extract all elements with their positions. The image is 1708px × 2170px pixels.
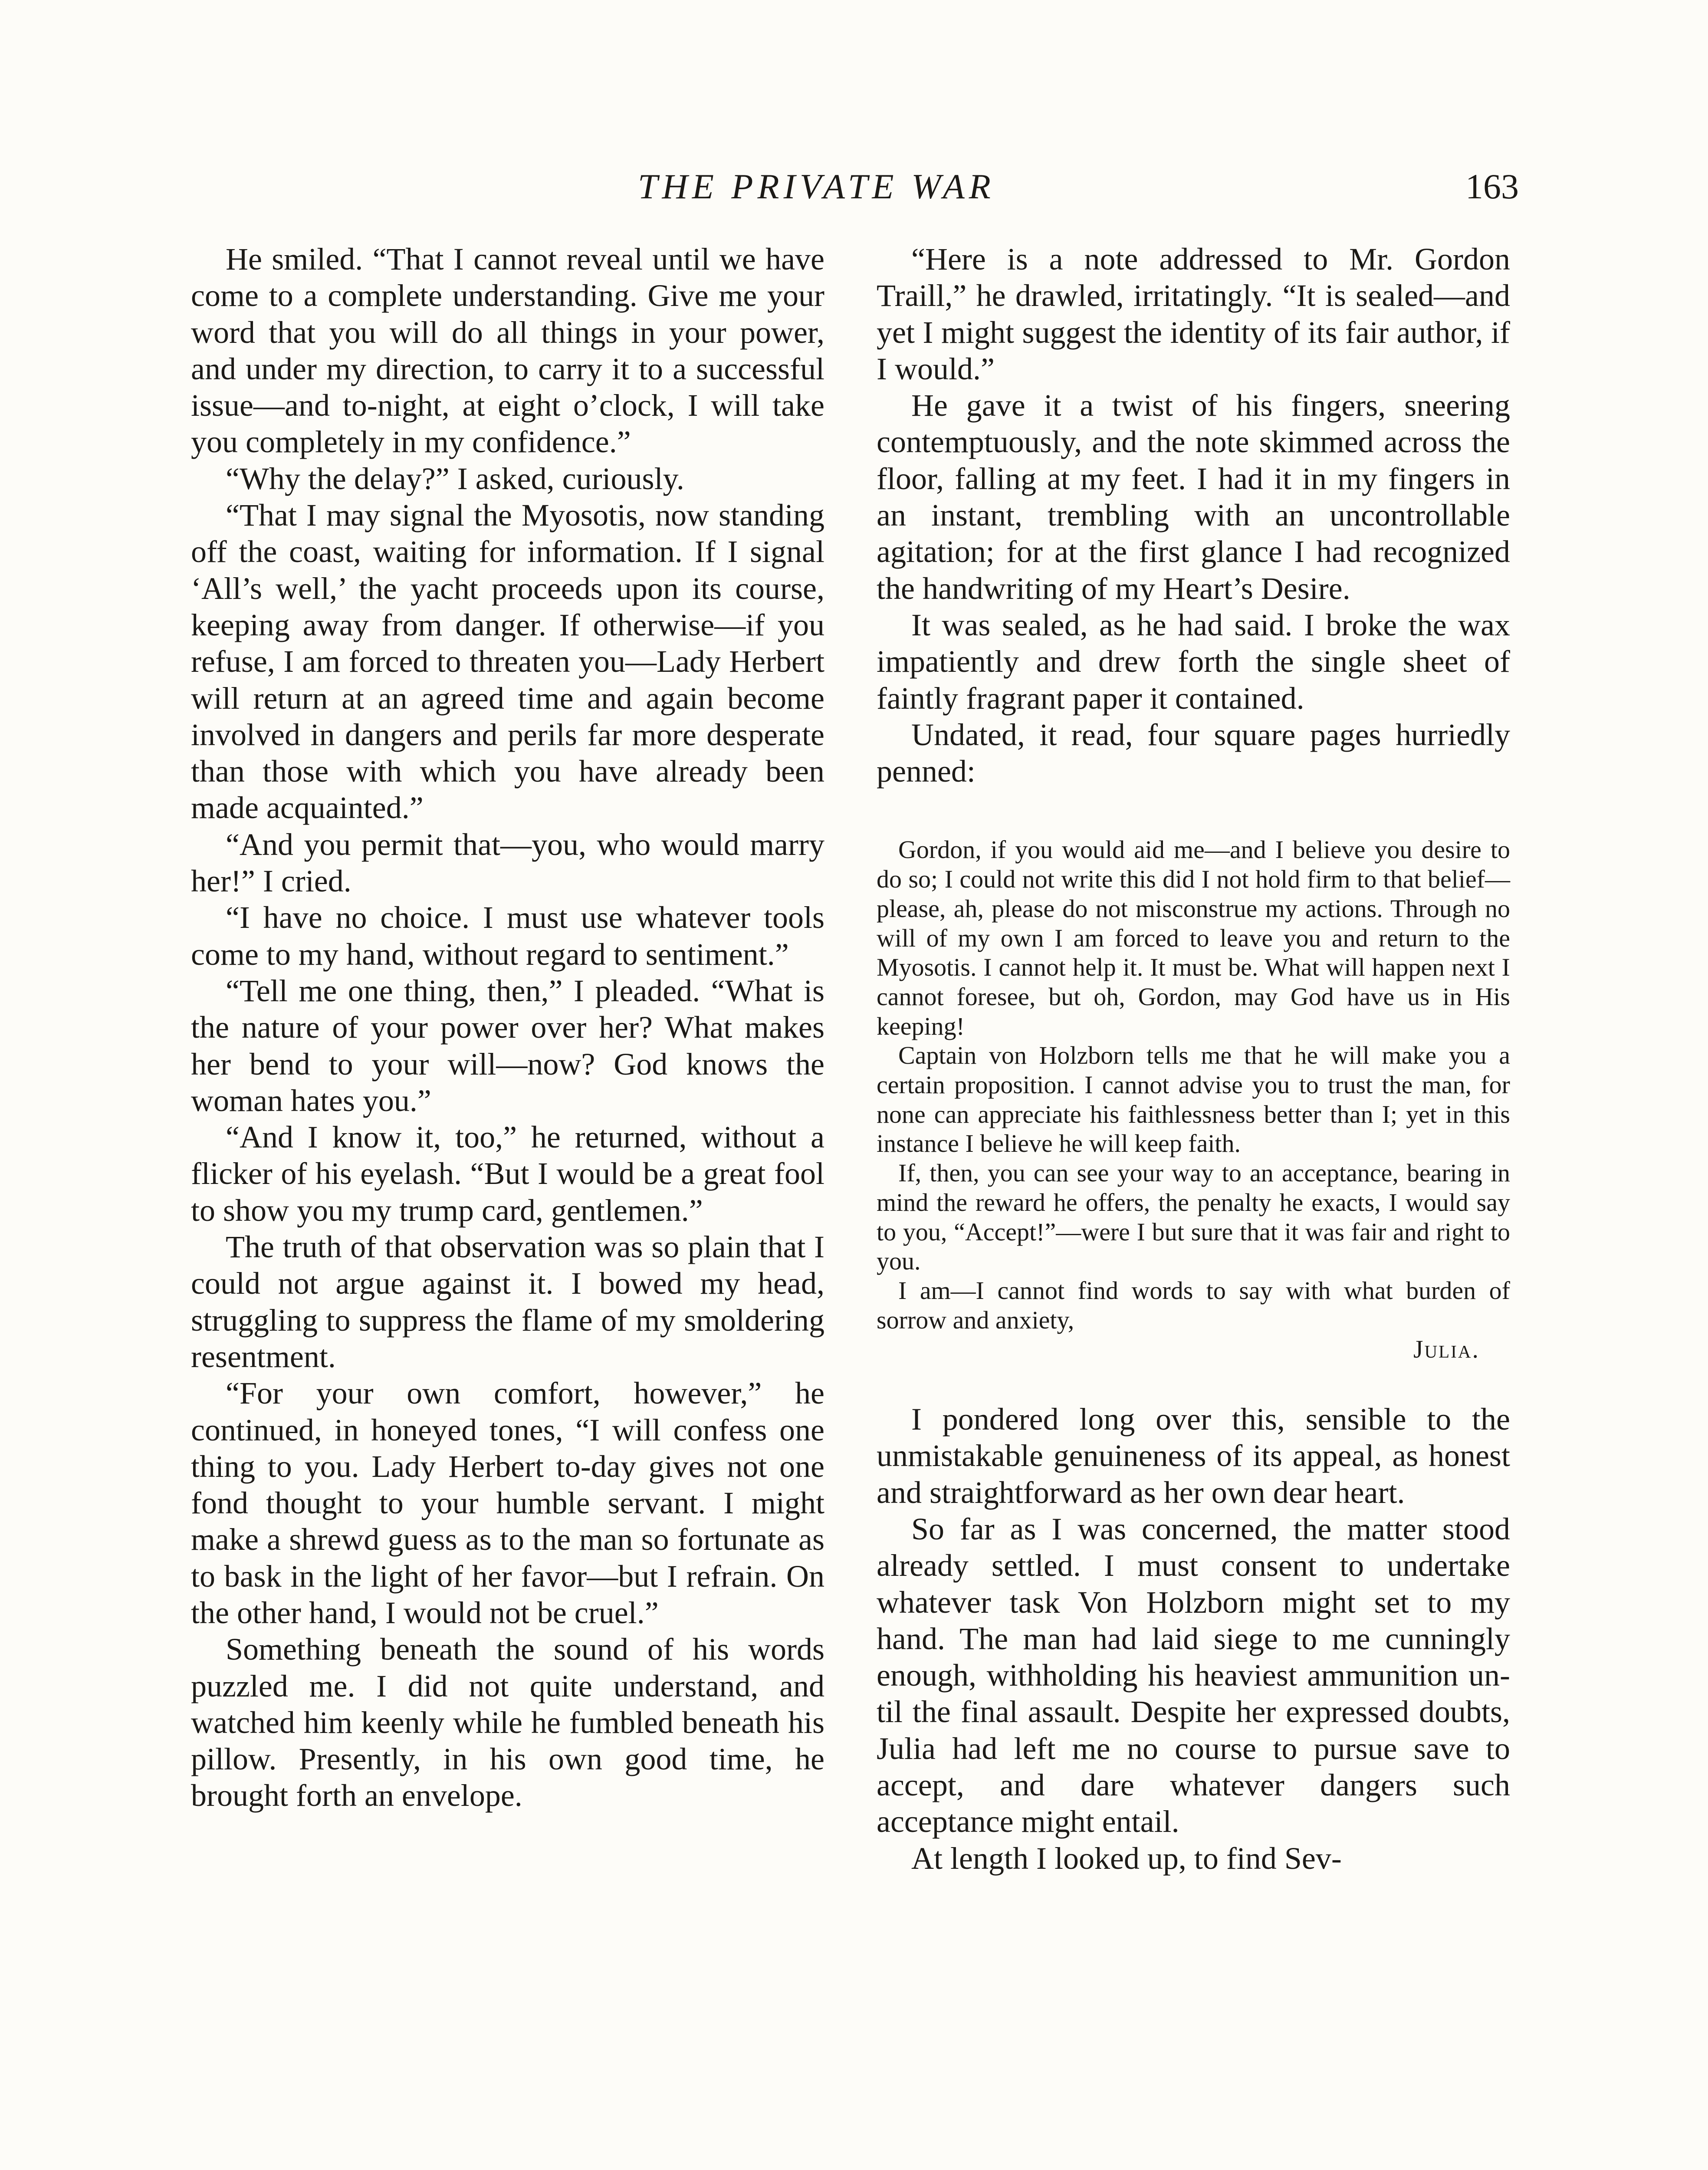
- paragraph: “That I may signal the Myosotis, now standing off the coast, waiting for information. If I signal ‘All’s well,’ the yacht proceeds upon its course, keeping away from danger. If otherwise—if you refuse, I am forced to threaten you—Lady Herbert will return at an agreed time and again become involved in dangers and perils far more desperate than those with which you have already been made acquainted.”: [191, 498, 824, 825]
- paragraph: “And I know it, too,” he returned, without a flicker of his eyelash. “But I would be a great fool to show you my trump card, gentlemen.”: [191, 1120, 824, 1228]
- paragraph: At length I looked up, to find Sev-: [911, 1841, 1342, 1876]
- left-column: [191, 241, 824, 1814]
- paragraph: “I have no choice. I must use whatever tools come to my hand, without regard to sentiment.”: [191, 900, 824, 972]
- letter-paragraph: I am—I cannot find words to say with what burden of sorrow and anxiety,: [877, 1276, 1510, 1334]
- letter-paragraph: If, then, you can see your way to an acceptance, bearing in mind the reward he offers, the penalty he exacts, I would say to you, “Accept!”—were I but sure that it was fair and right to you.: [877, 1159, 1510, 1276]
- paragraph: He smiled. “That I cannot reveal until we have come to a complete understanding. Give me your word that you will do all things in your power, and under my direction, to carry it to a successful issue—and to-night, at eight o’clock, I will take you completely in my confidence.”: [191, 242, 824, 460]
- paragraph: Something beneath the sound of his words puzzled me. I did not quite understand, and watched him keenly while he fumbled beneath his pillow. Presently, in his own good time, he brought forth an envelope.: [191, 1632, 824, 1813]
- running-title: THE PRIVATE WAR: [638, 167, 995, 206]
- paragraph: I pondered long over this, sensible to the unmistakable genuineness of its appeal, as honest and straightforward as her own dear heart.: [877, 1402, 1510, 1510]
- letter-signature: Julia.: [1413, 1335, 1480, 1364]
- page-header: [0, 161, 1708, 213]
- quoted-letter: [877, 835, 1510, 1364]
- page-number: 163: [1465, 167, 1519, 206]
- paragraph: Undated, it read, four square pages hurriedly penned:: [877, 717, 1510, 789]
- paragraph: “Here is a note addressed to Mr. Gordon Traill,” he drawled, irritatingly. “It is sealed—and yet I might suggest the identity of its fair author, if I would.”: [877, 242, 1510, 386]
- paragraph: The truth of that observation was so plain that I could not argue against it. I bowed my head, struggling to suppress the flame of my smoldering resentment.: [191, 1230, 824, 1374]
- paragraph: He gave it a twist of his fingers, sneering contemptuously, and the note skimmed across the floor, falling at my feet. I had it in my fingers in an instant, trembling with an uncontrollable agitation; for at the first glance I had recognized the handwriting of my Heart’s Desire.: [877, 388, 1510, 606]
- paragraph: “And you permit that—you, who would marry her!” I cried.: [191, 827, 824, 899]
- letter-paragraph: Gordon, if you would aid me—and I believe you desire to do so; I could not write this did I not hold firm to that belief—please, ah, please do not misconstrue my actions. Through no will of my own I am forced to leave you and return to the Myosotis. I cannot help it. It must be. What will happen next I cannot foresee, but oh, Gordon, may God have us in His keeping!: [877, 835, 1510, 1040]
- paragraph: “For your own comfort, however,” he continued, in honeyed tones, “I will confess one thing to you. Lady Herbert to-day gives not one fond thought to your humble servant. I might make a shrewd guess as to the man so fortunate as to bask in the light of her favor—but I refrain. On the other hand, I would not be cruel.”: [191, 1376, 824, 1630]
- letter-paragraph: Captain von Holzborn tells me that he will make you a certain proposition. I cannot advise you to trust the man, for none can appreciate his faithlessness better than I; yet in this instance I believe he will keep faith.: [877, 1041, 1510, 1158]
- paragraph: It was sealed, as he had said. I broke the wax impatiently and drew forth the single sheet of faintly fragrant paper it contained.: [877, 607, 1510, 716]
- paragraph: “Tell me one thing, then,” I pleaded. “What is the nature of your power over her? What makes her bend to your will—now? God knows the woman hates you.”: [191, 973, 824, 1118]
- paragraph: “Why the delay?” I asked, curiously.: [226, 461, 684, 496]
- paragraph: So far as I was concerned, the matter stood already settled. I must consent to undertake whatever task Von Holzborn might set to my hand. The man had laid siege to me cunningly enough, withholding his heaviest ammunition until the final assault. Despite her expressed doubts, Julia had left me no course to pursue save to accept, and dare whatever dangers such acceptance might entail.: [877, 1512, 1510, 1839]
- right-column: [877, 241, 1510, 1877]
